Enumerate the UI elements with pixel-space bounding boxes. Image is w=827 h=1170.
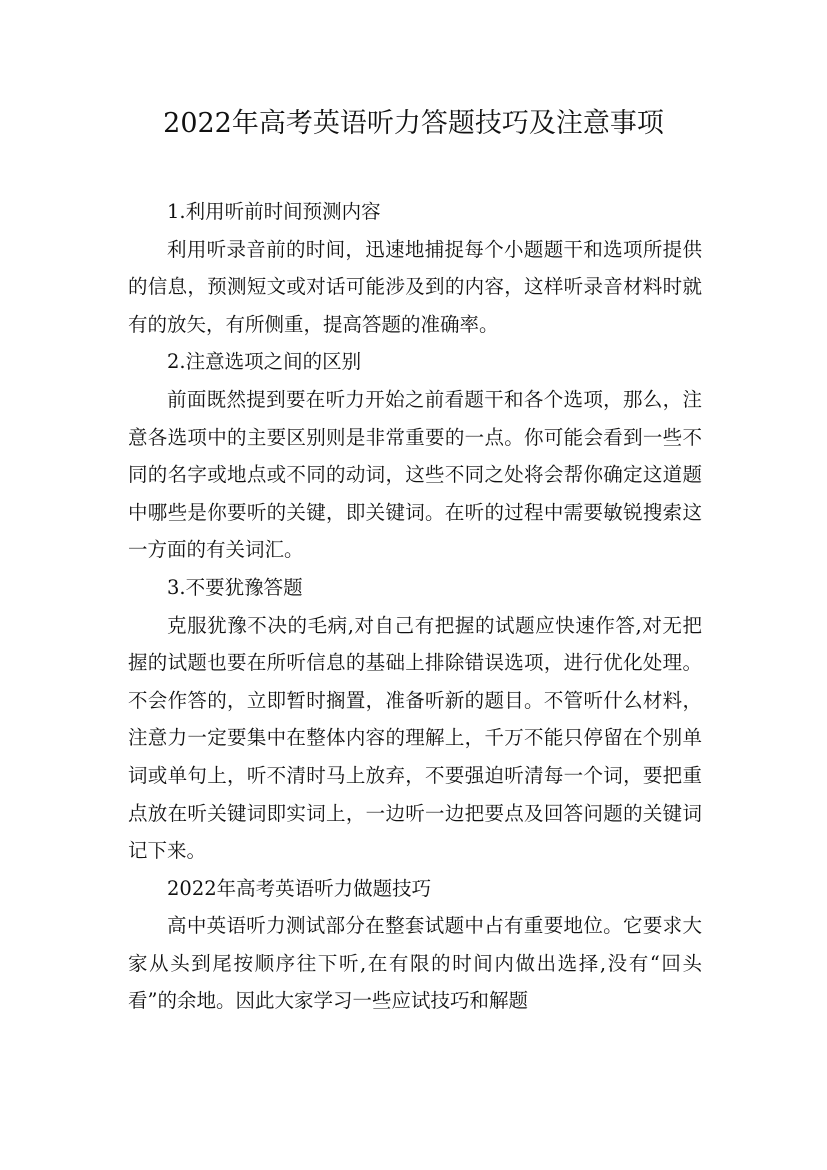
section-paragraph-3: 克服犹豫不决的毛病,对自己有把握的试题应快速作答,对无把握的试题也要在所听信息的基础上排除错误选项，进行优化处理。不会作答的，立即暂时搁置，准备听新的题目。不管听什么材料，注意力一定要集中在整体内容的理解上，千万不能只停留在个别单词或单句上，听不清时马上放弃，不要强迫听清每一个词，要把重点放在听关键词即实词上，一边听一边把要点及回答问题的关键词记下来。 (128, 613, 702, 863)
document-body (128, 193, 702, 1020)
section-heading-1: 1.利用听前时间预测内容 (167, 200, 381, 223)
section-paragraph-2: 前面既然提到要在听力开始之前看题干和各个选项，那么，注意各选项中的主要区别则是非常重要的一点。你可能会看到一些不同的名字或地点或不同的动词，这些不同之处将会帮你确定这道题中哪些是你要听的关键，即关键词。在听的过程中需要敏锐搜索这一方面的有关词汇。 (128, 387, 702, 562)
section-heading-2: 2.注意选项之间的区别 (167, 350, 362, 374)
section-paragraph-4: 高中英语听力测试部分在整套试题中占有重要地位。它要求大家从头到尾按顺序往下听,在有限的时间内做出选择,没有“回头看”的余地。因此大家学习一些应试技巧和解题 (128, 914, 702, 1013)
section-heading-3: 3.不要犹豫答题 (167, 575, 303, 599)
document-title: 2022年高考英语听力答题技巧及注意事项 (163, 108, 664, 139)
section-paragraph-1: 利用听录音前的时间，迅速地捕捉每个小题题干和选项所提供的信息，预测短文或对话可能涉及到的内容，这样听录音材料时就有的放矢，有所侧重，提高答题的准确率。 (128, 237, 702, 336)
section-heading-4: 2022年高考英语听力做题技巧 (167, 876, 432, 900)
